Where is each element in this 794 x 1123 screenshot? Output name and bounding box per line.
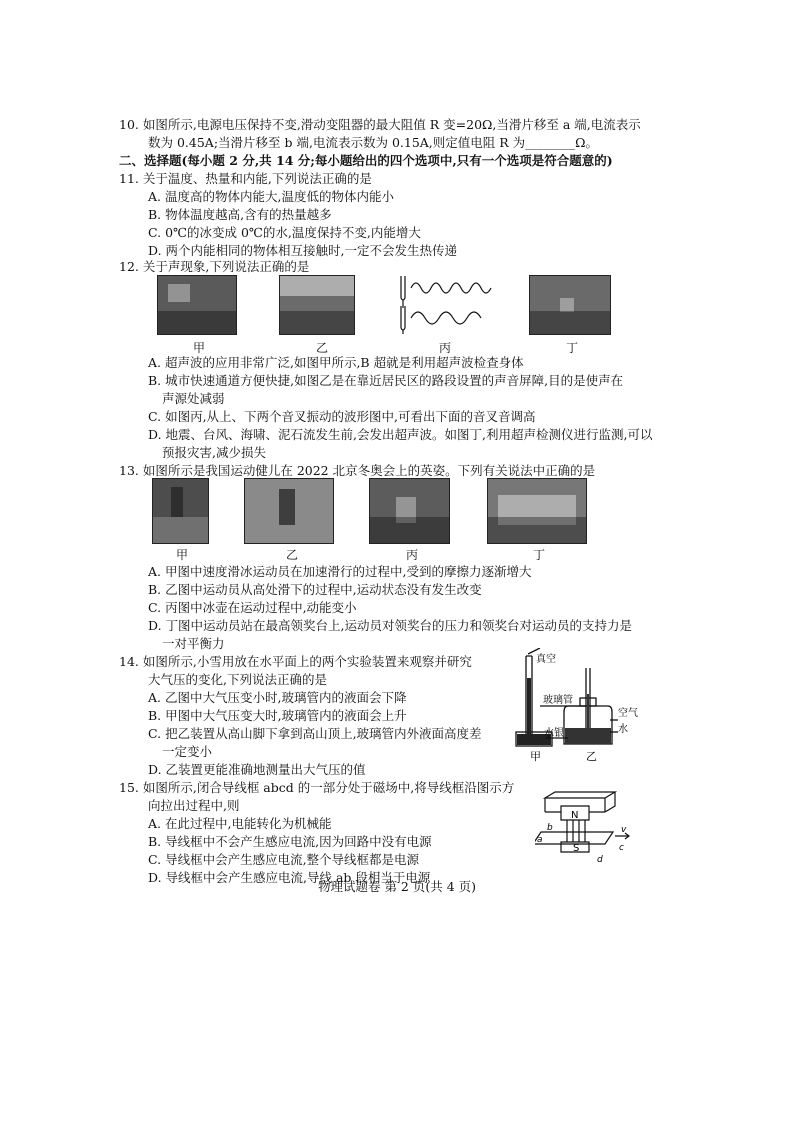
seismic-monitor-photo — [529, 275, 611, 335]
q15-option-c: C. 导线框中会产生感应电流,整个导线框都是电源 — [148, 852, 420, 867]
q15-option-b: B. 导线框中不会产生感应电流,因为回路中没有电源 — [148, 834, 432, 849]
label-a: a — [537, 835, 543, 845]
q14-stem1: 14. 如图所示,小雪用放在水平面上的两个实验装置来观察并研究 — [119, 654, 472, 669]
q11-option-b: B. 物体温度越高,含有的热量越多 — [148, 207, 332, 222]
q12-caption-ding: 丁 — [566, 341, 579, 355]
q10-line1: 10. 如图所示,电源电压保持不变,滑动变阻器的最大阻值 R 变=20Ω,当滑片移至 a 端,电流表示 — [119, 117, 641, 132]
q15-stem1: 15. 如图所示,闭合导线框 abcd 的一部分处于磁场中,将导线框沿图示方 — [119, 780, 515, 795]
lower-waveform — [411, 312, 481, 324]
label-c: c — [619, 843, 624, 853]
skiing-photo — [244, 478, 334, 544]
q14-option-c1: C. 把乙装置从高山脚下拿到高山顶上,玻璃管内外液面高度差 — [148, 726, 482, 741]
sound-barrier-photo — [279, 275, 355, 335]
q13-caption-ding: 丁 — [533, 548, 546, 562]
tuning-fork-waveforms — [397, 274, 492, 336]
q13-caption-jia: 甲 — [176, 548, 189, 562]
q14-stem2: 大气压的变化,下列说法正确的是 — [148, 672, 327, 687]
label-jia: 甲 — [530, 750, 541, 763]
q11-option-c: C. 0℃的冰变成 0℃的水,温度保持不变,内能增大 — [148, 225, 421, 240]
label-water: 水 — [618, 724, 628, 735]
q14-option-c2: 一定变小 — [162, 744, 213, 759]
label-s: S — [573, 843, 580, 854]
speed-skating-photo — [152, 478, 209, 544]
q12-option-c: C. 如图丙,从上、下两个音叉振动的波形图中,可看出下面的音叉音调高 — [148, 409, 536, 424]
upper-waveform — [411, 283, 491, 293]
q13-option-d1: D. 丁图中运动员站在最高领奖台上,运动员对领奖台的压力和领奖台对运动员的支持力是 — [148, 618, 632, 633]
label-n: N — [571, 810, 579, 821]
q13-option-a: A. 甲图中速度滑冰运动员在加速滑行的过程中,受到的摩擦力逐渐增大 — [148, 564, 532, 579]
page-footer: 物理试题卷 第 2 页(共 4 页) — [317, 879, 477, 894]
q15-option-d: D. 导线框中会产生感应电流,导线 ab 段相当于电源 — [148, 870, 431, 885]
label-air: 空气 — [618, 708, 638, 719]
podium-photo — [487, 478, 587, 544]
q12-option-d1: D. 地震、台风、海啸、泥石流发生前,会发出超声波。如图丁,利用超声检测仪进行监测,可以 — [148, 427, 653, 442]
q10-line2: 数为 0.45A;当滑片移至 b 端,电流表示数为 0.15A,则定值电阻 R 为________Ω。 — [148, 135, 598, 150]
q12-option-d2: 预报灾害,减少损失 — [162, 445, 266, 460]
section-heading: 二、选择题(每小题 2 分,共 14 分;每小题给出的四个选项中,只有一个选项是符合题意的) — [119, 153, 613, 168]
q12-caption-bing: 丙 — [439, 341, 452, 355]
q13-option-c: C. 丙图中冰壶在运动过程中,动能变小 — [148, 600, 357, 615]
label-mercury: 水银 — [544, 728, 564, 739]
q15-option-a: A. 在此过程中,电能转化为机械能 — [148, 816, 332, 831]
field-lines — [567, 820, 585, 842]
q13-caption-bing: 丙 — [406, 548, 419, 562]
tuning-fork-lower-icon — [401, 306, 405, 334]
q11-stem: 11. 关于温度、热量和内能,下列说法正确的是 — [119, 171, 372, 186]
barometer-diagram — [508, 648, 638, 764]
label-glass-tube: 玻璃管 — [543, 695, 573, 706]
q13-option-b: B. 乙图中运动员从高处滑下的过程中,运动状态没有发生改变 — [148, 582, 482, 597]
curling-photo — [369, 478, 450, 544]
magnet-loop-diagram — [535, 788, 635, 874]
label-b: b — [547, 823, 553, 833]
q12-option-a: A. 超声波的应用非常广泛,如图甲所示,B 超就是利用超声波检查身体 — [148, 355, 524, 370]
q14-option-a: A. 乙图中大气压变小时,玻璃管内的液面会下降 — [148, 690, 407, 705]
q11-option-d: D. 两个内能相同的物体相互接触时,一定不会发生热传递 — [148, 243, 457, 258]
q12-option-b1: B. 城市快速通道方便快捷,如图乙是在靠近居民区的路段设置的声音屏障,目的是使声在 — [148, 373, 624, 388]
label-vacuum: 真空 — [536, 654, 556, 665]
magnet-body — [545, 792, 615, 812]
q13-option-d2: 一对平衡力 — [162, 636, 225, 651]
ultrasound-photo — [157, 275, 237, 335]
q14-option-d: D. 乙装置更能准确地测量出大气压的值 — [148, 762, 366, 777]
q15-stem2: 向拉出过程中,则 — [148, 798, 240, 813]
q12-option-b2: 声源处减弱 — [162, 391, 225, 406]
label-yi: 乙 — [586, 750, 597, 763]
q12-stem: 12. 关于声现象,下列说法正确的是 — [119, 259, 310, 274]
q13-stem: 13. 如图所示是我国运动健儿在 2022 北京冬奥会上的英姿。下列有关说法中正确的是 — [119, 463, 596, 478]
q13-caption-yi: 乙 — [286, 548, 299, 562]
q14-option-b: B. 甲图中大气压变大时,玻璃管内的液面会上升 — [148, 708, 407, 723]
tuning-fork-upper-icon — [401, 276, 405, 308]
label-v: v — [621, 825, 627, 835]
q11-option-a: A. 温度高的物体内能大,温度低的物体内能小 — [148, 189, 394, 204]
q12-caption-yi: 乙 — [316, 341, 329, 355]
q12-caption-jia: 甲 — [193, 341, 206, 355]
label-d: d — [597, 855, 603, 865]
